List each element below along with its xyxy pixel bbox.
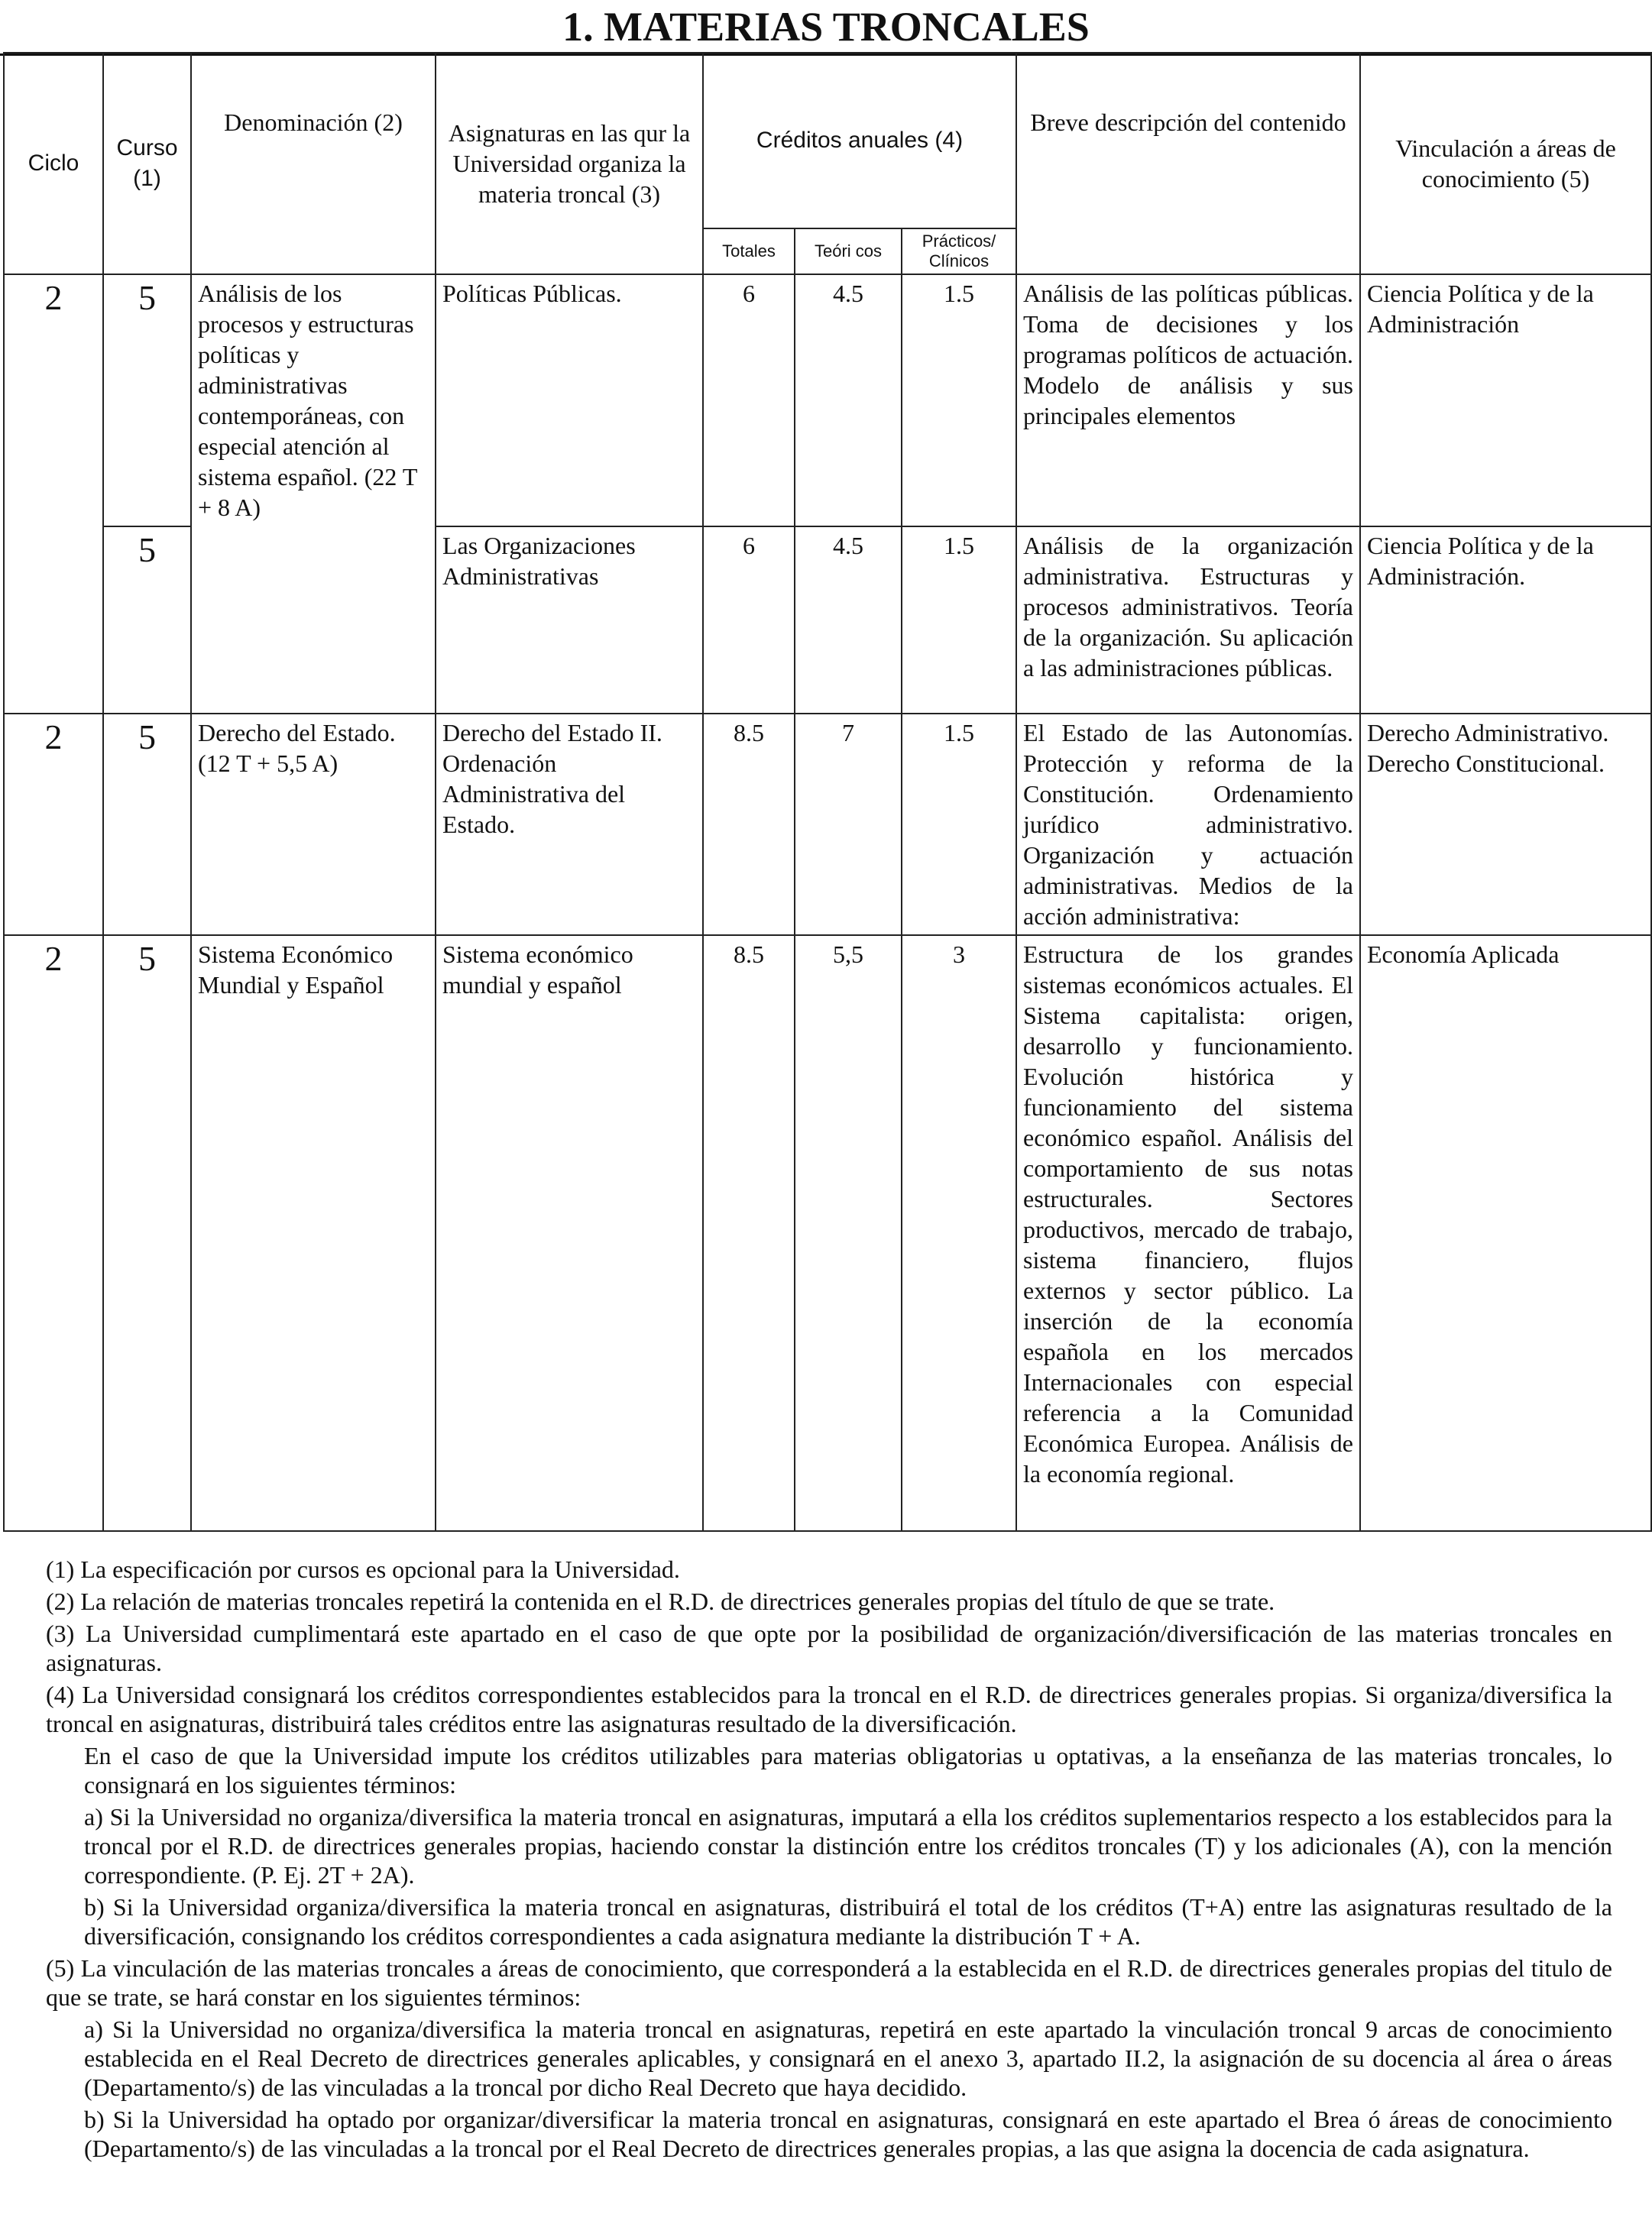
cell-descripcion: El Estado de las Autonomías. Protección y reforma de la Constitución. Ordenamiento jurídico administrativo. Organización y actuación administrativas. Medios de la acción administrativa: [1016, 714, 1360, 935]
cell-teoricos: 5,5 [795, 935, 902, 1531]
cell-totales: 6 [703, 274, 795, 526]
cell-totales: 8.5 [703, 714, 795, 935]
cell-descripcion: Análisis de la organización administrativa. Estructuras y procesos administrativos. Teoría de la organización. Su aplicación a las administraciones públicas. [1016, 526, 1360, 714]
cell-curso: 5 [103, 526, 191, 714]
cell-ciclo: 2 [4, 714, 103, 935]
header-practicos: Prácticos/ Clínicos [902, 228, 1016, 274]
cell-ciclo: 2 [4, 274, 103, 714]
footnote-4-intro: En el caso de que la Universidad impute los créditos utilizables para materias obligatorias u optativas, a la enseñanza de las materias troncales, lo consignará en los siguientes términos: [84, 1742, 1612, 1798]
cell-curso: 5 [103, 714, 191, 935]
table-row [4, 274, 1651, 526]
cell-practicos: 1.5 [902, 274, 1016, 526]
cell-teoricos: 4.5 [795, 274, 902, 526]
footnote-1: (1) La especificación por cursos es opcional para la Universidad. [46, 1556, 680, 1583]
cell-descripcion: Estructura de los grandes sistemas económicos actuales. El Sistema capitalista: origen, desarrollo y funcionamiento. Evolución histórica y funcionamiento del sistema económico español. Análisis del comportamiento de sus notas estructurales. Sectores productivos, mercado de trabajo, sistema financiero, flujos externos y sector público. La inserción de la economía española en los mercados Internacionales con especial referencia a la Comunidad Económica Europea. Análisis de la economía regional. [1016, 935, 1360, 1531]
cell-asignatura: Derecho del Estado II. Ordenación Administrativa del Estado. [436, 714, 703, 935]
cell-totales: 6 [703, 526, 795, 714]
cell-practicos: 3 [902, 935, 1016, 1531]
footnote-3: (3) La Universidad cumplimentará este apartado en el caso de que opte por la posibilidad de organización/diversificación de las materias troncales en asignaturas. [46, 1620, 1612, 1676]
cell-vinculacion: Ciencia Política y de la Administración [1360, 274, 1651, 526]
footnote-5b: b) Si la Universidad ha optado por organizar/diversificar la materia troncal en asignaturas, consignará en este apartado el Brea ó áreas de conocimiento (Departamento/s) de las vinculadas a la troncal por el Real Decreto de directrices generales propias, a las que asigna la docencia de cada asignatura. [84, 2106, 1612, 2162]
cell-curso: 5 [103, 274, 191, 526]
cell-vinculacion: Economía Aplicada [1360, 935, 1651, 1531]
cell-teoricos: 4.5 [795, 526, 902, 714]
cell-practicos: 1.5 [902, 526, 1016, 714]
header-teoricos: Teóri cos [795, 228, 902, 274]
footnote-2: (2) La relación de materias troncales repetirá la contenida en el R.D. de directrices generales propias del título de que se trate. [46, 1588, 1275, 1615]
header-creditos: Créditos anuales (4) [703, 53, 1016, 228]
cell-asignatura: Sistema económico mundial y español [436, 935, 703, 1531]
cell-totales: 8.5 [703, 935, 795, 1531]
cell-denominacion: Análisis de los procesos y estructuras políticas y administrativas contemporáneas, con especial atención al sistema español. (22 T + 8 A) [191, 274, 436, 714]
materias-table [3, 52, 1652, 1532]
footnote-4a: a) Si la Universidad no organiza/diversifica la materia troncal en asignaturas, imputará a ella los créditos suplementarios respecto a los establecidos para la troncal por el R.D. de directrices generales propias, haciendo constar la distinción entre los créditos troncales (T) y los adicionales (A), con la mención correspondiente. (P. Ej. 2T + 2A). [84, 1803, 1612, 1889]
header-descripcion: Breve descripción del contenido [1016, 53, 1360, 274]
footnote-5a: a) Si la Universidad no organiza/diversifica la materia troncal en asignaturas, repetirá en este apartado la vinculación troncal 9 arcas de conocimiento establecida en el Real Decreto de directrices generales aplicables, y consignará en el anexo 3, apartado II.2, la asignación de su docencia al área o áreas (Departamento/s) de las vinculadas a la troncal por dicho Real Decreto que haya decidido. [84, 2015, 1612, 2101]
cell-vinculacion: Ciencia Política y de la Administración. [1360, 526, 1651, 714]
footnote-5: (5) La vinculación de las materias troncales a áreas de conocimiento, que corresponderá a la establecida en el R.D. de directrices generales propias del titulo de que se trate, se hará constar en los siguientes términos: [46, 1954, 1612, 2011]
cell-teoricos: 7 [795, 714, 902, 935]
header-vinculacion: Vinculación a áreas de conocimiento (5) [1360, 53, 1651, 274]
footnote-4: (4) La Universidad consignará los créditos correspondientes establecidos para la troncal en el R.D. de directrices generales propias. Si organiza/diversifica la troncal en asignaturas, distribuirá tales créditos entre las asignaturas resultado de la diversificación. [46, 1681, 1612, 1737]
header-curso: Curso (1) [103, 53, 191, 274]
cell-practicos: 1.5 [902, 714, 1016, 935]
cell-curso: 5 [103, 935, 191, 1531]
cell-asignatura: Políticas Públicas. [436, 274, 703, 526]
header-totales: Totales [703, 228, 795, 274]
cell-ciclo: 2 [4, 935, 103, 1531]
footnotes [46, 1555, 1612, 2166]
header-asignaturas: Asignaturas en las qur la Universidad organiza la materia troncal (3) [436, 53, 703, 274]
cell-descripcion: Análisis de las políticas públicas. Toma de decisiones y los programas políticos de actuación. Modelo de análisis y sus principales elementos [1016, 274, 1360, 526]
page-title: 1. MATERIAS TRONCALES [0, 0, 1652, 56]
header-denominacion: Denominación (2) [191, 53, 436, 274]
table-row [4, 935, 1651, 1531]
table-row [4, 714, 1651, 935]
cell-vinculacion: Derecho Administrativo. Derecho Constitucional. [1360, 714, 1651, 935]
cell-asignatura: Las Organizaciones Administrativas [436, 526, 703, 714]
cell-denominacion: Sistema Económico Mundial y Español [191, 935, 436, 1531]
header-ciclo: Ciclo [4, 53, 103, 274]
cell-denominacion: Derecho del Estado. (12 T + 5,5 A) [191, 714, 436, 935]
footnote-4b: b) Si la Universidad organiza/diversifica la materia troncal en asignaturas, distribuirá el total de los créditos (T+A) entre las asignaturas resultado de la diversificación, consignando los créditos correspondientes a cada asignatura mediante la distribución T + A. [84, 1893, 1612, 1950]
